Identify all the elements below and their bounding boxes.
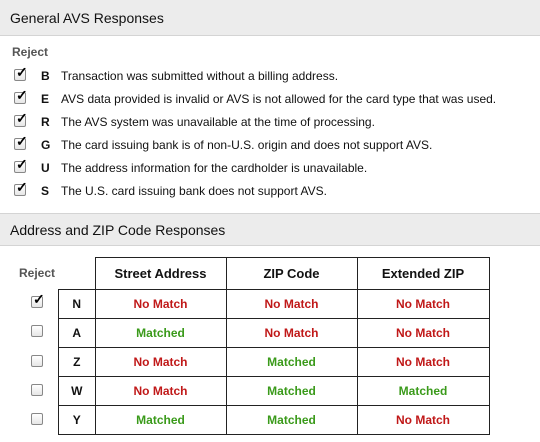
reject-checkbox-u[interactable] <box>14 156 28 173</box>
checkmark-icon: ✓ <box>16 64 28 80</box>
avs-row-r <box>0 110 540 133</box>
street-result: No Match <box>95 348 226 377</box>
avs-code: R <box>41 115 50 129</box>
reject-checkbox-w[interactable] <box>31 384 43 396</box>
avs-row-g <box>0 133 540 156</box>
avs-row-e <box>0 87 540 110</box>
address-zip-table <box>58 257 490 435</box>
zip-result: No Match <box>226 319 357 348</box>
avs-row-u <box>0 156 540 179</box>
street-result: No Match <box>95 290 226 319</box>
row-code: Z <box>59 348 96 377</box>
section-title: Address and ZIP Code Responses <box>10 222 226 238</box>
avs-code: B <box>41 69 50 83</box>
street-result: Matched <box>95 406 226 435</box>
avs-description: The address information for the cardholder is unavailable. <box>61 161 368 175</box>
row-code: A <box>59 319 96 348</box>
checkmark-icon: ✓ <box>16 110 28 126</box>
extended-zip-result: No Match <box>357 406 489 435</box>
table-row <box>59 377 490 406</box>
checkmark-icon: ✓ <box>16 179 28 195</box>
row-code: W <box>59 377 96 406</box>
table-row <box>59 319 490 348</box>
general-avs-header <box>0 0 540 36</box>
reject-checkbox-r[interactable] <box>14 110 28 127</box>
zip-result: No Match <box>226 290 357 319</box>
section-title: General AVS Responses <box>10 10 164 26</box>
zip-result: Matched <box>226 348 357 377</box>
column-header-street: Street Address <box>95 258 226 290</box>
general-avs-list <box>0 64 540 202</box>
reject-checkbox-n[interactable] <box>31 291 45 308</box>
reject-checkbox-g[interactable] <box>14 133 28 150</box>
table-row <box>59 406 490 435</box>
blank-header <box>59 258 96 290</box>
avs-code: U <box>41 161 50 175</box>
reject-checkbox-a[interactable] <box>31 325 43 337</box>
avs-code: E <box>41 92 50 106</box>
table-header-row <box>59 258 490 290</box>
reject-checkbox-y[interactable] <box>31 413 43 425</box>
avs-row-b <box>0 64 540 87</box>
reject-checkbox-z[interactable] <box>31 355 43 367</box>
avs-description: Transaction was submitted without a billing address. <box>61 69 339 83</box>
reject-checkbox-e[interactable] <box>14 87 28 104</box>
reject-checkbox-s[interactable] <box>14 179 28 196</box>
reject-checkbox-b[interactable] <box>14 64 28 81</box>
row-code: Y <box>59 406 96 435</box>
avs-code: S <box>41 184 50 198</box>
table-row <box>59 290 490 319</box>
extended-zip-result: Matched <box>357 377 489 406</box>
street-result: Matched <box>95 319 226 348</box>
checkmark-icon: ✓ <box>33 291 45 307</box>
checkmark-icon: ✓ <box>16 156 28 172</box>
avs-description: AVS data provided is invalid or AVS is not allowed for the card type that was used. <box>61 92 497 106</box>
reject-label: Reject <box>12 45 49 59</box>
street-result: No Match <box>95 377 226 406</box>
extended-zip-result: No Match <box>357 290 489 319</box>
extended-zip-result: No Match <box>357 319 489 348</box>
extended-zip-result: No Match <box>357 348 489 377</box>
avs-description: The card issuing bank is of non-U.S. origin and does not support AVS. <box>61 138 433 152</box>
checkmark-icon: ✓ <box>16 133 28 149</box>
avs-code: G <box>41 138 51 152</box>
checkmark-icon: ✓ <box>16 87 28 103</box>
zip-result: Matched <box>226 406 357 435</box>
avs-description: The AVS system was unavailable at the time of processing. <box>61 115 375 129</box>
row-code: N <box>59 290 96 319</box>
zip-result: Matched <box>226 377 357 406</box>
column-header-extended-zip: Extended ZIP <box>357 258 489 290</box>
address-zip-header <box>0 213 540 246</box>
avs-description: The U.S. card issuing bank does not support AVS. <box>61 184 327 198</box>
reject-label: Reject <box>19 266 56 280</box>
table-row <box>59 348 490 377</box>
column-header-zip: ZIP Code <box>226 258 357 290</box>
